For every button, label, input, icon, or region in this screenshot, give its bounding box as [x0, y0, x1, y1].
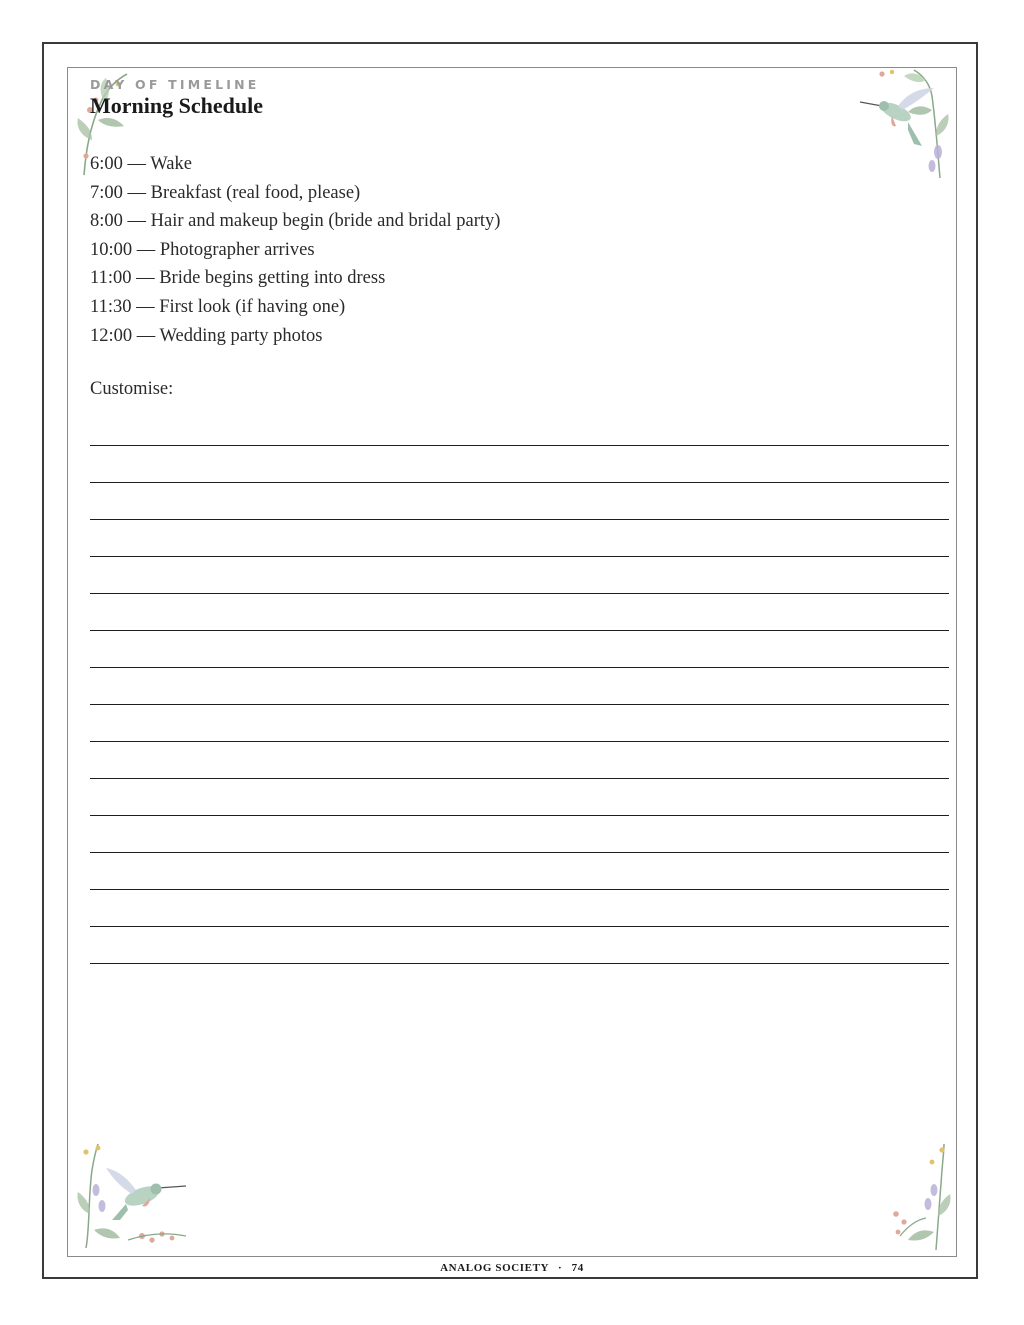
footer-brand: ANALOG SOCIETY	[440, 1262, 549, 1274]
schedule-item: 12:00 — Wedding party photos	[90, 325, 323, 346]
writing-line[interactable]	[90, 593, 949, 594]
writing-line[interactable]	[90, 815, 949, 816]
writing-line[interactable]	[90, 926, 949, 927]
schedule-item: 11:00 — Bride begins getting into dress	[90, 268, 386, 289]
schedule-item: 10:00 — Photographer arrives	[90, 239, 315, 260]
writing-line[interactable]	[90, 889, 949, 890]
footer-separator: ·	[558, 1262, 563, 1274]
writing-line[interactable]	[90, 778, 949, 779]
schedule-item: 7:00 — Breakfast (real food, please)	[90, 182, 361, 203]
writing-line[interactable]	[90, 482, 949, 483]
writing-line[interactable]	[90, 630, 949, 631]
writing-line[interactable]	[90, 852, 949, 853]
writing-line[interactable]	[90, 445, 949, 446]
writing-line[interactable]	[90, 741, 949, 742]
schedule-item: 6:00 — Wake	[90, 154, 192, 174]
writing-lines	[90, 0, 949, 1000]
page-number: 74	[571, 1262, 584, 1274]
writing-line[interactable]	[90, 667, 949, 668]
page-footer	[0, 1262, 1024, 1274]
customise-label: Customise:	[90, 379, 174, 399]
floral-sprig-icon	[886, 1140, 952, 1252]
hummingbird-floral-icon	[76, 1140, 196, 1252]
page-title: Morning Schedule	[90, 93, 263, 118]
section-eyebrow: DAY OF TIMELINE	[90, 77, 260, 92]
writing-line[interactable]	[90, 704, 949, 705]
writing-line[interactable]	[90, 519, 949, 520]
schedule-item: 11:30 — First look (if having one)	[90, 296, 346, 317]
schedule-item: 8:00 — Hair and makeup begin (bride and bridal party)	[90, 211, 501, 232]
writing-line[interactable]	[90, 963, 949, 964]
writing-line[interactable]	[90, 556, 949, 557]
